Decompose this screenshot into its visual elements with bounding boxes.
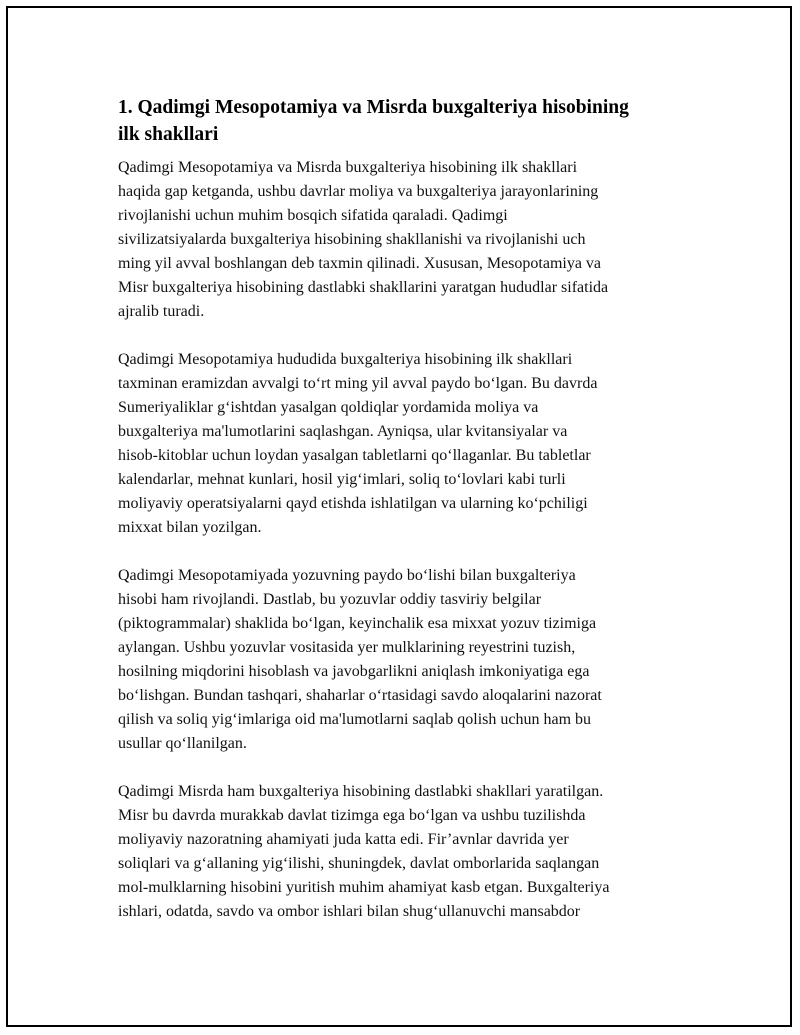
paragraph-3: Qadimgi Mesopotamiyada yozuvning paydo bo‘lishi bilan buxgalteriya hisobi ham rivojlandi. Dastlab, bu yozuvlar oddiy tasviriy belgilar (piktogrammalar) shaklida bo‘lgan, keyinchalik esa mixxat yozuv tizimiga aylangan. Ushbu yozuvlar vositasida yer mulklarining reyestrini tuzish, hosilning miqdorini hisoblash va javobgarlikni aniqlash imkoniyatiga ega bo‘lishgan. Bundan tashqari, shaharlar o‘rtasidagi savdo aloqalarini nazorat qilish va soliq yig‘imlariga oid ma'lumotlarni saqlab qolish uchun ham bu usullar qo‘llanilgan. xyxy=(118,567,602,752)
paragraph-4: Qadimgi Misrda ham buxgalteriya hisobining dastlabki shakllari yaratilgan. Misr bu davrda murakkab davlat tizimga ega bo‘lgan va ushbu tuzilishda moliyaviy nazoratning ahamiyati juda katta edi. Fir’avnlar davrida yer soliqlari va g‘allaning yig‘ilishi, shuningdek, davlat omborlarida saqlangan mol-mulklarning hisobini yuritish muhim ahamiyat kasb etgan. Buxgalteriya ishlari, odatda, savdo va ombor ishlari bilan shug‘ullanuvchi mansabdor xyxy=(118,783,610,920)
document-body xyxy=(118,94,690,948)
paragraph-1: Qadimgi Mesopotamiya va Misrda buxgalteriya hisobining ilk shakllari haqida gap ketganda, ushbu davrlar moliya va buxgalteriya jarayonlarining rivojlanishi uchun muhim bosqich sifatida qaraladi. Qadimgi sivilizatsiyalarda buxgalteriya hisobining shakllanishi va rivojlanishi uch ming yil avval boshlangan deb taxmin qilinadi. Xususan, Mesopotamiya va Misr buxgalteriya hisobining dastlabki shakllarini yaratgan hududlar sifatida ajralib turadi. xyxy=(118,159,609,320)
paragraph-2: Qadimgi Mesopotamiya hududida buxgalteriya hisobining ilk shakllari taxminan eramizdan avvalgi to‘rt ming yil avval paydo bo‘lgan. Bu davrda Sumeriyaliklar g‘ishtdan yasalgan qoldiqlar yordamida moliya va buxgalteriya ma'lumotlarini saqlashgan. Ayniqsa, ular kvitansiyalar va hisob-kitoblar uchun loydan yasalgan tabletlarni qo‘llaganlar. Bu tabletlar kalendarlar, mehnat kunlari, hosil yig‘imlari, soliq to‘lovlari kabi turli moliyaviy operatsiyalarni qayd etishda ishlatilgan va ularning ko‘pchiligi mixxat bilan yozilgan. xyxy=(118,351,598,536)
section-heading: 1. Qadimgi Mesopotamiya va Misrda buxgalteriya hisobining ilk shakllari xyxy=(118,97,629,145)
